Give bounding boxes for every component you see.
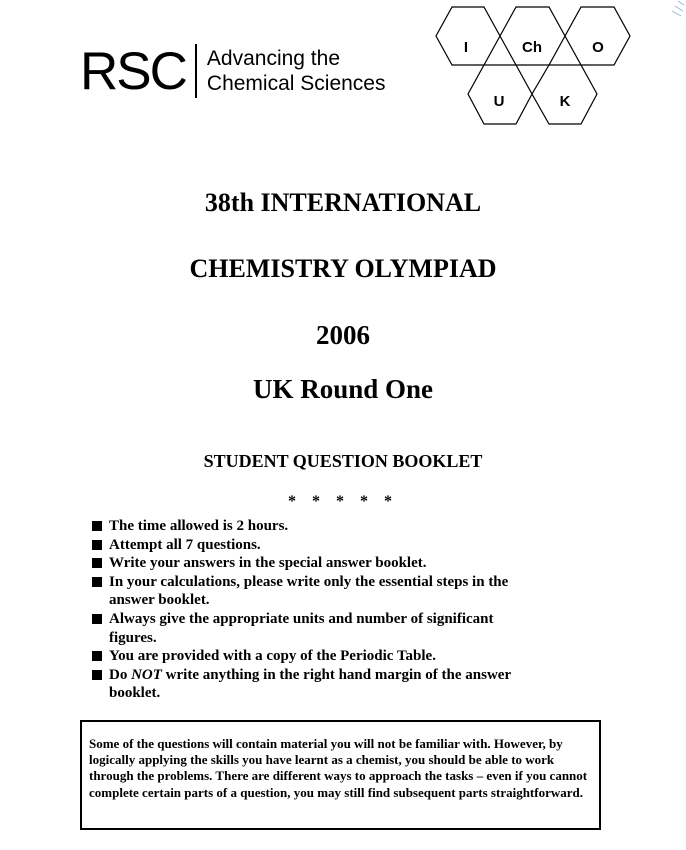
instruction-item — [92, 666, 532, 703]
instruction-text: In your calculations, please write only the essential steps in the answer booklet. — [109, 573, 509, 609]
instruction-item — [92, 554, 532, 573]
hexagon-o — [565, 7, 630, 65]
logo-abbreviation: RSC — [80, 41, 186, 101]
instruction-item — [92, 573, 532, 610]
hexagon-label-ch: Ch — [522, 39, 542, 56]
instruction-text: Do NOT write anything in the right hand margin of the answer booklet. — [109, 666, 511, 702]
instruction-item — [92, 647, 532, 666]
notice-box — [80, 720, 601, 830]
notice-text: Some of the questions will contain material you will not be familiar with. However, by logically applying the skills you have learnt as a chemist, you should be able to work through the problems. There are different ways to approach the tasks – even if you cannot complete certain parts of a question, you may still find subsequent parts straightforward. — [89, 736, 588, 800]
instruction-text: You are provided with a copy of the Periodic Table. — [109, 648, 436, 665]
instruction-text: Write your answers in the special answer booklet. — [109, 555, 427, 572]
hexagon-i — [436, 7, 500, 65]
square-bullet-icon — [92, 614, 102, 624]
hexagon-label-k: K — [559, 93, 571, 110]
instruction-item — [92, 517, 532, 536]
square-bullet-icon — [92, 577, 102, 587]
round-heading: UK Round One — [252, 374, 434, 404]
square-bullet-icon — [92, 670, 102, 680]
logo-tagline-line-2: Chemical Sciences — [206, 72, 386, 95]
star-separator: * * * * * — [288, 493, 398, 510]
title-line-1: 38th INTERNATIONAL — [204, 188, 482, 217]
square-bullet-icon — [92, 558, 102, 568]
year-heading: 2006 — [316, 320, 370, 350]
instruction-item — [92, 610, 532, 647]
logo-tagline-line-1: Advancing the — [206, 47, 341, 70]
instructions-list — [92, 517, 532, 703]
hexagon-label-i: I — [463, 39, 469, 56]
hexagon-ch — [500, 7, 565, 65]
square-bullet-icon — [92, 651, 102, 661]
icho-hexagon-logo — [0, 0, 686, 145]
instruction-text: The time allowed is 2 hours. — [109, 518, 289, 534]
hexagon-label-o: O — [592, 39, 604, 56]
instruction-text: Always give the appropriate units and number of significant figures. — [109, 610, 494, 646]
booklet-heading: STUDENT QUESTION BOOKLET — [203, 451, 483, 471]
emphasis-not: NOT — [131, 666, 162, 683]
corner-watermark — [656, 0, 686, 20]
instruction-item — [92, 536, 532, 555]
square-bullet-icon — [92, 521, 102, 531]
hexagon-label-u: U — [493, 93, 505, 110]
instruction-text: Attempt all 7 questions. — [109, 536, 261, 553]
title-line-2: CHEMISTRY OLYMPIAD — [189, 254, 497, 283]
square-bullet-icon — [92, 540, 102, 550]
